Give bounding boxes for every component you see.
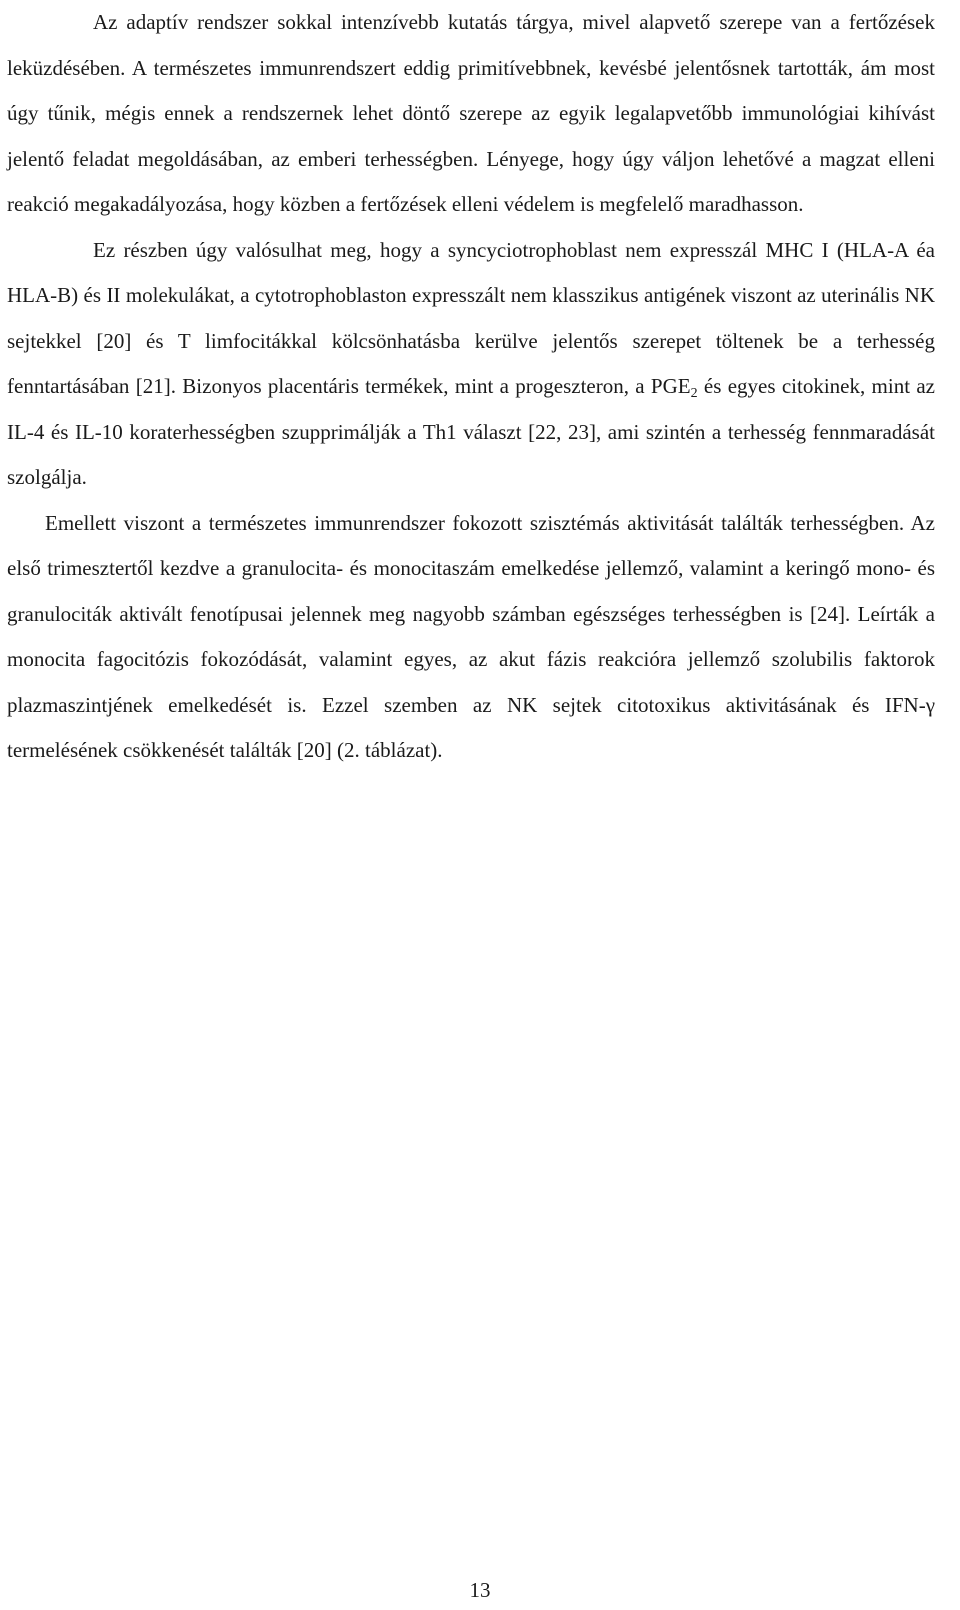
subscript-text: 2: [690, 386, 698, 401]
paragraph-2: [7, 228, 935, 501]
paragraph-3: Emellett viszont a természetes immunrendszer fokozott szisztémás aktivitását találták terhességben. Az első trimesztertől kezdve a granulocita- és monocitaszám emelkedése jellemző, valamint a keringő mono- és granulociták aktivált fenotípusai jelennek meg nagyobb számban egészséges terhességben is [24]. Leírták a monocita fagocitózis fokozódását, valamint egyes, az akut fázis reakcióra jellemző szolubilis faktorok plazmaszintjének emelkedését is. Ezzel szemben az NK sejtek citotoxikus aktivitásának és IFN-γ termelésének csökkenését találták [20] (2. táblázat).: [7, 510, 935, 762]
paragraph-2-text-before-subscript: Ez részben úgy valósulhat meg, hogy a syncyciotrophoblast nem expresszál MHC I (HLA-A éa HLA-B) és II molekulákat, a cytotrophoblaston expresszált nem klasszikus antigének viszont az uterinális NK sejtekkel [20] és T limfocitákkal kölcsönhatásba kerülve jelentős szerepet töltenek be a terhesség fenntartásában [21]. Bizonyos placentáris termékek, mint a progeszteron, a PGE: [7, 237, 935, 398]
paragraph-2-text-after-subscript: és egyes citokinek, mint az IL-4 és IL-10 koraterhességben szupprimálják a Th1 választ [22, 23], ami szintén a terhesség fennmaradását szolgálja.: [7, 374, 935, 489]
page-number: 13: [469, 1578, 491, 1602]
paragraph-1: Az adaptív rendszer sokkal intenzívebb kutatás tárgya, mivel alapvető szerepe van a fertőzések leküzdésében. A természetes immunrendszert eddig primitívebbnek, kevésbé jelentősnek tartották, ám most úgy tűnik, mégis ennek a rendszernek lehet döntő szerepe az egyik legalapvetőbb immunológiai kihívást jelentő feladat megoldásában, az emberi terhességben. Lényege, hogy úgy váljon lehetővé a magzat elleni reakció megakadályozása, hogy közben a fertőzések elleni védelem is megfelelő maradhasson.: [7, 10, 935, 216]
document-body: [7, 0, 935, 774]
